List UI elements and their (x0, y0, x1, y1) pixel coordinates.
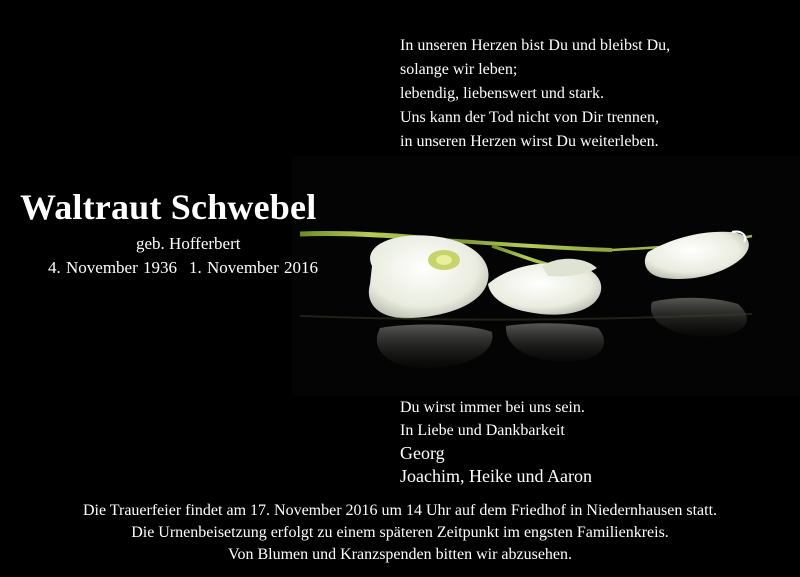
notice-line: Die Trauerfeier findet am 17. November 2016 um 14 Uhr auf dem Friedhof in Niedernhausen statt. (82, 502, 718, 519)
closing-words (400, 396, 585, 442)
notice-line: Von Blumen und Kranzspenden bitten wir abzusehen. (227, 546, 573, 563)
death-date: 1. November 2016 (189, 258, 319, 277)
calla-lily-illustration (292, 156, 800, 396)
funeral-notice (0, 500, 800, 566)
closing-line: Du wirst immer bei uns sein. (400, 399, 585, 416)
notice-line: Die Urnenbeisetzung erfolgt zu einem späteren Zeitpunkt im engsten Familienkreis. (131, 524, 669, 541)
poem-line: Uns kann der Tod nicht von Dir trennen, (400, 109, 659, 126)
poem-line: lebendig, liebenswert und stark. (400, 85, 604, 102)
closing-line: In Liebe und Dankbarkeit (400, 422, 565, 439)
calla-lily-image (292, 156, 800, 396)
mourner-line: Georg (400, 443, 445, 463)
memorial-poem (400, 34, 670, 154)
deceased-name: Waltraut Schwebel (20, 187, 317, 227)
birth-date: 4. November 1936 (48, 258, 178, 277)
poem-line: solange wir leben; (400, 61, 518, 78)
poem-line: In unseren Herzen bist Du und bleibst Du, (400, 37, 671, 54)
poem-line: in unseren Herzen wirst Du weiterleben. (400, 133, 659, 150)
mourners (400, 442, 592, 488)
birth-name: geb. Hofferbert (136, 234, 241, 253)
mourner-line: Joachim, Heike und Aaron (400, 466, 592, 486)
life-dates (48, 258, 318, 278)
